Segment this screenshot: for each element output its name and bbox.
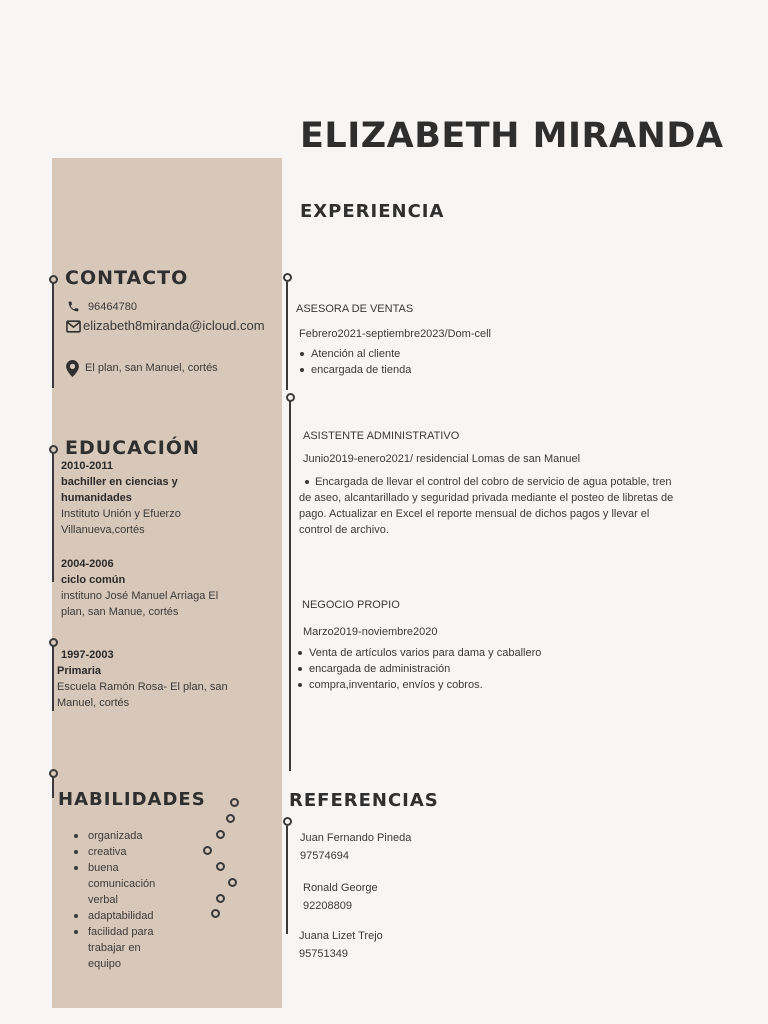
reference-entry	[299, 927, 383, 963]
education-entry	[57, 647, 272, 711]
skill-rating-dot	[230, 798, 239, 807]
location-pin-icon	[66, 360, 79, 377]
reference-phone: 95751349	[299, 948, 348, 960]
contact-phone: 96464780	[88, 301, 137, 313]
timeline-dot	[283, 273, 292, 282]
email-icon	[66, 320, 81, 333]
job-description	[299, 474, 679, 538]
education-years: 1997-2003	[61, 649, 114, 661]
reference-phone: 92208809	[303, 900, 352, 912]
timeline-line	[286, 282, 288, 390]
list-item: encargada de tienda	[299, 362, 411, 378]
contact-address: El plan, san Manuel, cortés	[85, 362, 218, 374]
candidate-name: ELIZABETH MIRANDA	[300, 116, 724, 156]
list-item: Atención al cliente	[299, 346, 411, 362]
phone-icon	[67, 300, 80, 313]
sidebar-timeline-dot	[49, 445, 58, 454]
education-entry	[61, 458, 276, 538]
timeline-dot	[283, 817, 292, 826]
education-degree: ciclo común	[61, 574, 126, 586]
contact-email: elizabeth8miranda@icloud.com	[83, 318, 265, 333]
sidebar-timeline-line	[52, 645, 54, 711]
references-heading: REFERENCIAS	[289, 790, 439, 811]
skill-rating-dot	[203, 846, 212, 855]
skills-heading: HABILIDADES	[58, 789, 206, 810]
education-degree: bachiller en ciencias y humanidades	[61, 476, 178, 504]
contact-heading: CONTACTO	[65, 267, 189, 289]
reference-entry	[303, 879, 378, 915]
job-title: ASISTENTE ADMINISTRATIVO	[303, 430, 460, 442]
list-item: adaptabilidad	[70, 908, 170, 924]
job-title: ASESORA DE VENTAS	[296, 303, 414, 315]
sidebar-timeline-dot	[49, 769, 58, 778]
list-item: Venta de artículos varios para dama y caballero	[297, 645, 541, 661]
timeline-dot	[286, 393, 295, 402]
education-school: Instituto Unión y Efuerzo Villanueva,cortés	[61, 508, 181, 536]
sidebar-timeline-line	[52, 776, 54, 798]
reference-name: Juana Lizet Trejo	[299, 930, 383, 942]
job-title: NEGOCIO PROPIO	[302, 599, 400, 611]
education-years: 2004-2006	[61, 558, 114, 570]
sidebar-timeline-dot	[49, 275, 58, 284]
bullet-mark	[305, 480, 309, 484]
job-bullets	[299, 346, 411, 378]
reference-name: Ronald George	[303, 882, 378, 894]
timeline-line	[286, 826, 288, 934]
list-item: compra,inventario, envíos y cobros.	[297, 677, 541, 693]
list-item: encargada de administración	[297, 661, 541, 677]
skill-rating-dot	[216, 862, 225, 871]
timeline-line	[289, 401, 291, 771]
skill-rating-dot	[226, 814, 235, 823]
experience-heading: EXPERIENCIA	[300, 201, 445, 222]
skill-rating-dot	[211, 909, 220, 918]
education-school: instituno José Manuel Arriaga El plan, san Manue, cortés	[61, 590, 219, 618]
job-period: Marzo2019-noviembre2020	[303, 626, 438, 638]
job-bullets	[297, 645, 541, 693]
list-item: creativa	[70, 844, 170, 860]
job-description-text: Encargada de llevar el control del cobro de servicio de agua potable, tren de aseo, alcantarillado y seguridad privada mediante el posteo de libretas de pago. Actualizar en Excel el reporte mensual de dichos pagos y llevar el control de archivo.	[299, 476, 674, 536]
skill-rating-dot	[216, 894, 225, 903]
list-item: buena comunicación verbal	[70, 860, 170, 908]
job-period: Junio2019-enero2021/ residencial Lomas de san Manuel	[303, 453, 581, 465]
education-heading: EDUCACIÓN	[65, 437, 200, 459]
sidebar-timeline-dot	[49, 638, 58, 647]
reference-entry	[300, 829, 411, 865]
list-item: facilidad para trabajar en equipo	[70, 924, 170, 972]
education-entry	[61, 556, 276, 620]
skills-list	[70, 828, 170, 972]
education-degree: Primaria	[57, 665, 102, 677]
skill-rating-dot	[216, 830, 225, 839]
sidebar-timeline-line	[52, 452, 54, 582]
reference-phone: 97574694	[300, 850, 349, 862]
skill-rating-dot	[228, 878, 237, 887]
sidebar-timeline-line	[52, 281, 54, 388]
reference-name: Juan Fernando Pineda	[300, 832, 412, 844]
education-school: Escuela Ramón Rosa- El plan, san Manuel, cortés	[57, 681, 228, 709]
education-years: 2010-2011	[61, 460, 113, 472]
job-period: Febrero2021-septiembre2023/Dom-cell	[299, 328, 491, 340]
list-item: organizada	[70, 828, 170, 844]
